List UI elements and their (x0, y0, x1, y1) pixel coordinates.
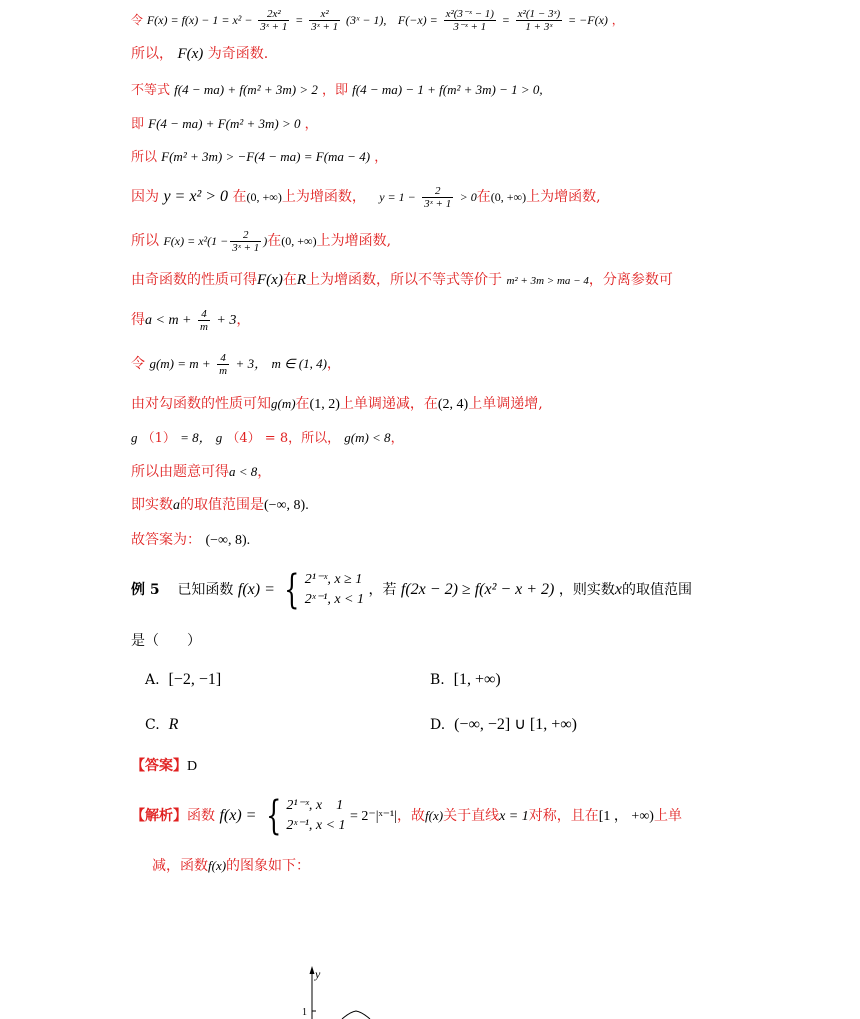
text: 因为 (131, 189, 159, 205)
text: 为奇函数. (207, 46, 269, 62)
math: m² + 3m > ma − 4 (506, 275, 589, 287)
math: F(x) (257, 272, 283, 288)
text: ， (611, 13, 624, 27)
tick-label-1: 1 (302, 1007, 307, 1018)
text: ， (374, 150, 388, 165)
text: 上为增函数，所以不等式等价于 (305, 272, 502, 288)
math: F(4 − ma) + F(m² + 3m) > 0 (148, 116, 301, 131)
text: ， (236, 312, 251, 328)
y-axis-arrow (310, 966, 315, 974)
text: 所以 (131, 233, 159, 249)
text: 所以由题意可得 (131, 464, 229, 480)
option-label: D. (430, 717, 446, 733)
math: a < m + (145, 313, 192, 328)
math: (−∞, 8) (205, 533, 247, 548)
option-value: (−∞, −2] ∪ [1, +∞) (454, 716, 577, 733)
math: F(x) = f(x) − 1 = x² − (146, 13, 253, 27)
text: 在 (295, 396, 310, 412)
math: > 0 (459, 190, 477, 204)
option-value: [−2, −1] (168, 671, 222, 688)
example-label: 例 5 (131, 582, 160, 598)
math: f(x) = (219, 807, 257, 824)
text: 上单调递减，在 (339, 396, 438, 412)
math: = (501, 13, 510, 27)
text: 是（ ） (131, 633, 201, 649)
option-a[interactable] (145, 670, 221, 690)
math: . (246, 533, 251, 548)
text: 所以 (131, 150, 158, 165)
math: R (296, 272, 306, 288)
option-b[interactable] (430, 670, 501, 690)
math: (3ˣ − 1), (345, 13, 387, 27)
brace: { (265, 793, 282, 839)
math: y = 1 − (379, 190, 416, 204)
option-label: B. (430, 672, 445, 688)
math: f(x) (208, 858, 227, 873)
math: (−∞, 8) (264, 498, 306, 513)
analysis-line-2 (152, 856, 840, 876)
text: 减，函数 (152, 858, 208, 874)
text: 的图象如下： (226, 858, 311, 874)
piecewise-cases: 2¹⁻ˣ, x ≥ 1 2ˣ⁻¹, x < 1 (304, 572, 364, 607)
option-c[interactable] (145, 715, 178, 735)
graph-curve (342, 1011, 370, 1019)
math: m ∈ (1, 4) (271, 356, 327, 371)
solution-line-14 (131, 495, 840, 516)
text: 已知函数 (177, 582, 234, 598)
math: f(x) (425, 808, 444, 823)
solution-line-11 (131, 394, 840, 415)
option-value: [1, +∞) (453, 671, 501, 688)
text: 即实数 (131, 497, 173, 513)
math: f(4 − ma) + f(m² + 3m) > 2 (174, 82, 318, 97)
math: y = x² > 0 (163, 188, 229, 205)
math: g (215, 430, 223, 445)
solution-line-13 (131, 462, 840, 482)
text: ，则实数 (558, 582, 615, 598)
answer-label: 【答案】 (131, 758, 187, 774)
fraction: $\frac{2}{\text{3ˣ + 1}}$ (424, 184, 452, 210)
text: 得 (131, 312, 145, 328)
math: ) (263, 234, 268, 248)
answer-value: D (187, 759, 198, 774)
text: ， (326, 356, 341, 372)
math: a < 8 (229, 464, 258, 479)
solution-line-7 (131, 224, 840, 258)
option-label: C. (145, 717, 160, 733)
solution-line-10 (131, 346, 840, 382)
text: = 8，所以， (264, 431, 341, 446)
text: 的取值范围是 (180, 497, 264, 513)
solution-line-15 (131, 530, 840, 551)
analysis-label: 【解析】 (131, 808, 187, 824)
brace: { (284, 567, 300, 613)
fraction: $\frac{4}{m}$ (199, 307, 208, 333)
fraction: $\frac{\text{x²(1 − 3ˣ)}}{\text{1 + 3ˣ}}$ (517, 8, 561, 33)
piecewise-cases: 2¹⁻ˣ, x 1 2ˣ⁻¹, x < 1 (286, 798, 346, 833)
text: 即 (131, 117, 145, 132)
math: (2, 4) (437, 397, 469, 412)
text: 由奇函数的性质可得 (131, 272, 257, 288)
math: x (614, 581, 622, 598)
fraction: $\frac{\text{2x²}}{\text{3ˣ + 1}}$ (260, 8, 288, 33)
math: = 2⁻|ˣ⁻¹| (350, 809, 398, 824)
fraction: $\frac{4}{m}$ (219, 351, 228, 377)
math: (0, +∞) (246, 190, 282, 204)
text: 由对勾函数的性质可知 (131, 396, 271, 412)
text: 函数 (187, 808, 215, 824)
math: = −F(x) (568, 13, 608, 27)
text: 在 (267, 233, 282, 249)
text: 不等式 (131, 83, 171, 98)
fraction: $\frac{2}{\text{3ˣ + 1}}$ (232, 228, 260, 254)
solution-line-5 (131, 147, 840, 168)
solution-line-2 (131, 44, 840, 64)
math: f(2x − 2) ≥ f(x² − x + 2) (400, 581, 555, 598)
text: ，分离参数可 (588, 272, 673, 288)
solution-line-1 (131, 6, 840, 34)
text: 上为增函数， (281, 189, 366, 205)
text: 关于直线 (443, 808, 500, 824)
answer-line (131, 756, 840, 777)
text: 故答案为： (131, 532, 201, 548)
math: [1 ， +∞) (598, 809, 654, 824)
solution-line-9 (131, 302, 840, 339)
text: ， (257, 464, 272, 480)
fraction: $\frac{\text{x²}}{\text{3ˣ + 1}}$ (311, 8, 339, 33)
math: = 8， (180, 430, 212, 445)
math: g(m) < 8 (344, 430, 391, 445)
solution-line-6 (131, 180, 840, 214)
text: ， (390, 431, 404, 446)
text: 在 (232, 189, 247, 205)
text: （4） (226, 431, 261, 446)
fraction: $\frac{\text{x²(3⁻ˣ − 1)}}{\text{3⁻ˣ + 1}}$ (445, 8, 494, 33)
math: x = 1 (499, 809, 529, 824)
math: F(x) (177, 46, 204, 62)
option-value: R (168, 716, 179, 733)
math: f(4 − ma) − 1 + f(m² + 3m) − 1 > 0 (352, 82, 540, 97)
text: 上为增函数, (316, 233, 392, 249)
option-d[interactable] (430, 715, 577, 735)
solution-line-8 (131, 270, 840, 291)
math: + 3 (216, 313, 237, 328)
math: (1, 2) (309, 397, 340, 412)
math: F(x) = x²(1 − (163, 234, 229, 248)
y-axis-label: y (315, 967, 321, 981)
math: , (539, 82, 543, 97)
text: ，若 (368, 582, 397, 598)
text: ，故 (397, 808, 426, 824)
text: 上为增函数, (526, 189, 601, 205)
function-graph (290, 960, 410, 1019)
text: 上单 (653, 808, 682, 824)
text: （1） (141, 431, 176, 446)
text: 令 (131, 356, 145, 372)
math: . (305, 498, 309, 513)
solution-line-4 (131, 114, 840, 135)
math: a (173, 498, 180, 513)
example-5-question (131, 562, 840, 618)
text: ，即 (322, 83, 349, 98)
solution-line-3 (131, 80, 840, 101)
option-label: A. (145, 672, 160, 688)
math: (0, +∞) (281, 234, 317, 248)
text: ， (304, 117, 318, 132)
text: 的取值范围 (621, 582, 692, 598)
example-5-question-cont (131, 631, 840, 651)
text: 上单调递增, (468, 396, 543, 412)
math: F(−x) = (397, 13, 438, 27)
math: g(m) = m + (149, 356, 211, 371)
text: 令 (131, 13, 144, 27)
math: (0, +∞) (490, 190, 527, 204)
text: 对称，且在 (528, 808, 599, 824)
math: f(x) = (237, 581, 275, 598)
math: F(m² + 3m) > −F(4 − ma) = F(ma − 4) (161, 149, 371, 164)
math: g (131, 430, 138, 445)
math: = (295, 13, 304, 27)
math: + 3， (235, 356, 268, 371)
text: 所以， (131, 46, 173, 62)
text: 在 (282, 272, 297, 288)
math: g(m) (271, 396, 296, 411)
analysis-line-1 (131, 788, 840, 845)
text: 在 (476, 189, 491, 205)
solution-line-12 (131, 428, 840, 449)
